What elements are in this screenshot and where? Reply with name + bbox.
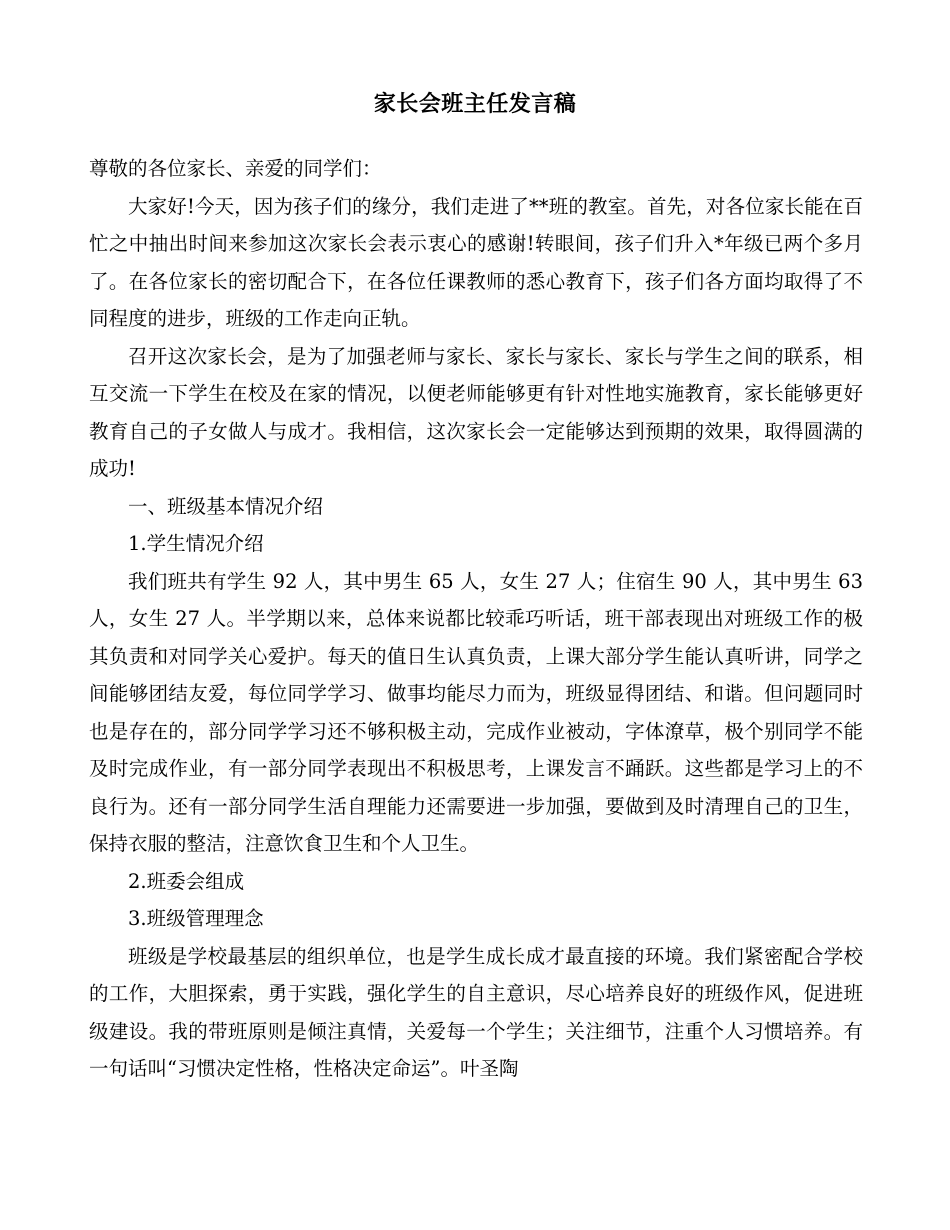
paragraph-students: 我们班共有学生 92 人，其中男生 65 人，女生 27 人；住宿生 90 人，其中男生 63 人，女生 27 人。半学期以来，总体来说都比较乖巧听话，班干部表现出对班级工作的极其负责和对同学关心爱护。每天的值日生认真负责，上课大部分学生能认真听讲，同学之间能够团结友爱，每位同学学习、做事均能尽力而为，班级显得团结、和谐。但问题同时也是存在的，部分同学学习还不够积极主动，完成作业被动，字体潦草，极个别同学不能及时完成作业，有一部分同学表现出不积极思考，上课发言不踊跃。这些都是学习上的不良行为。还有一部分同学生活自理能力还需要进一步加强，要做到及时清理自己的卫生，保持衣服的整洁，注意饮食卫生和个人卫生。 <box>89 569 863 855</box>
document-body <box>89 150 863 1088</box>
paragraph-management: 班级是学校最基层的组织单位，也是学生成长成才最直接的环境。我们紧密配合学校的工作，大胆探索，勇于实践，强化学生的自主意识，尽心培养良好的班级作风，促进班级建设。我的带班原则是倾注真情，关爱每一个学生；关注细节，注重个人习惯培养。有一句话叫“习惯决定性格，性格决定命运”。叶圣陶 <box>89 944 863 1080</box>
section-heading-class-overview: 一、班级基本情况介绍 <box>128 494 324 518</box>
paragraph-purpose: 召开这次家长会，是为了加强老师与家长、家长与家长、家长与学生之间的联系，相互交流一下学生在校及在家的情况，以便老师能够更有针对性地实施教育，家长能够更好教育自己的子女做人与成才。我相信，这次家长会一定能够达到预期的效果，取得圆满的成功! <box>89 344 863 480</box>
subheading-class-committee: 2.班委会组成 <box>128 869 245 893</box>
document-title: 家长会班主任发言稿 <box>373 91 577 117</box>
salutation: 尊敬的各位家长、亲爱的同学们： <box>89 157 382 180</box>
subheading-students: 1.学生情况介绍 <box>128 532 264 555</box>
subheading-management-philosophy: 3.班级管理理念 <box>128 907 264 930</box>
paragraph-greeting: 大家好!今天，因为孩子们的缘分，我们走进了**班的教室。首先，对各位家长能在百忙之中抽出时间来参加这次家长会表示衷心的感谢!转眼间，孩子们升入*年级已两个多月了。在各位家长的密切配合下，在各位任课教师的悉心教育下，孩子们各方面均取得了不同程度的进步，班级的工作走向正轨。 <box>89 194 863 330</box>
